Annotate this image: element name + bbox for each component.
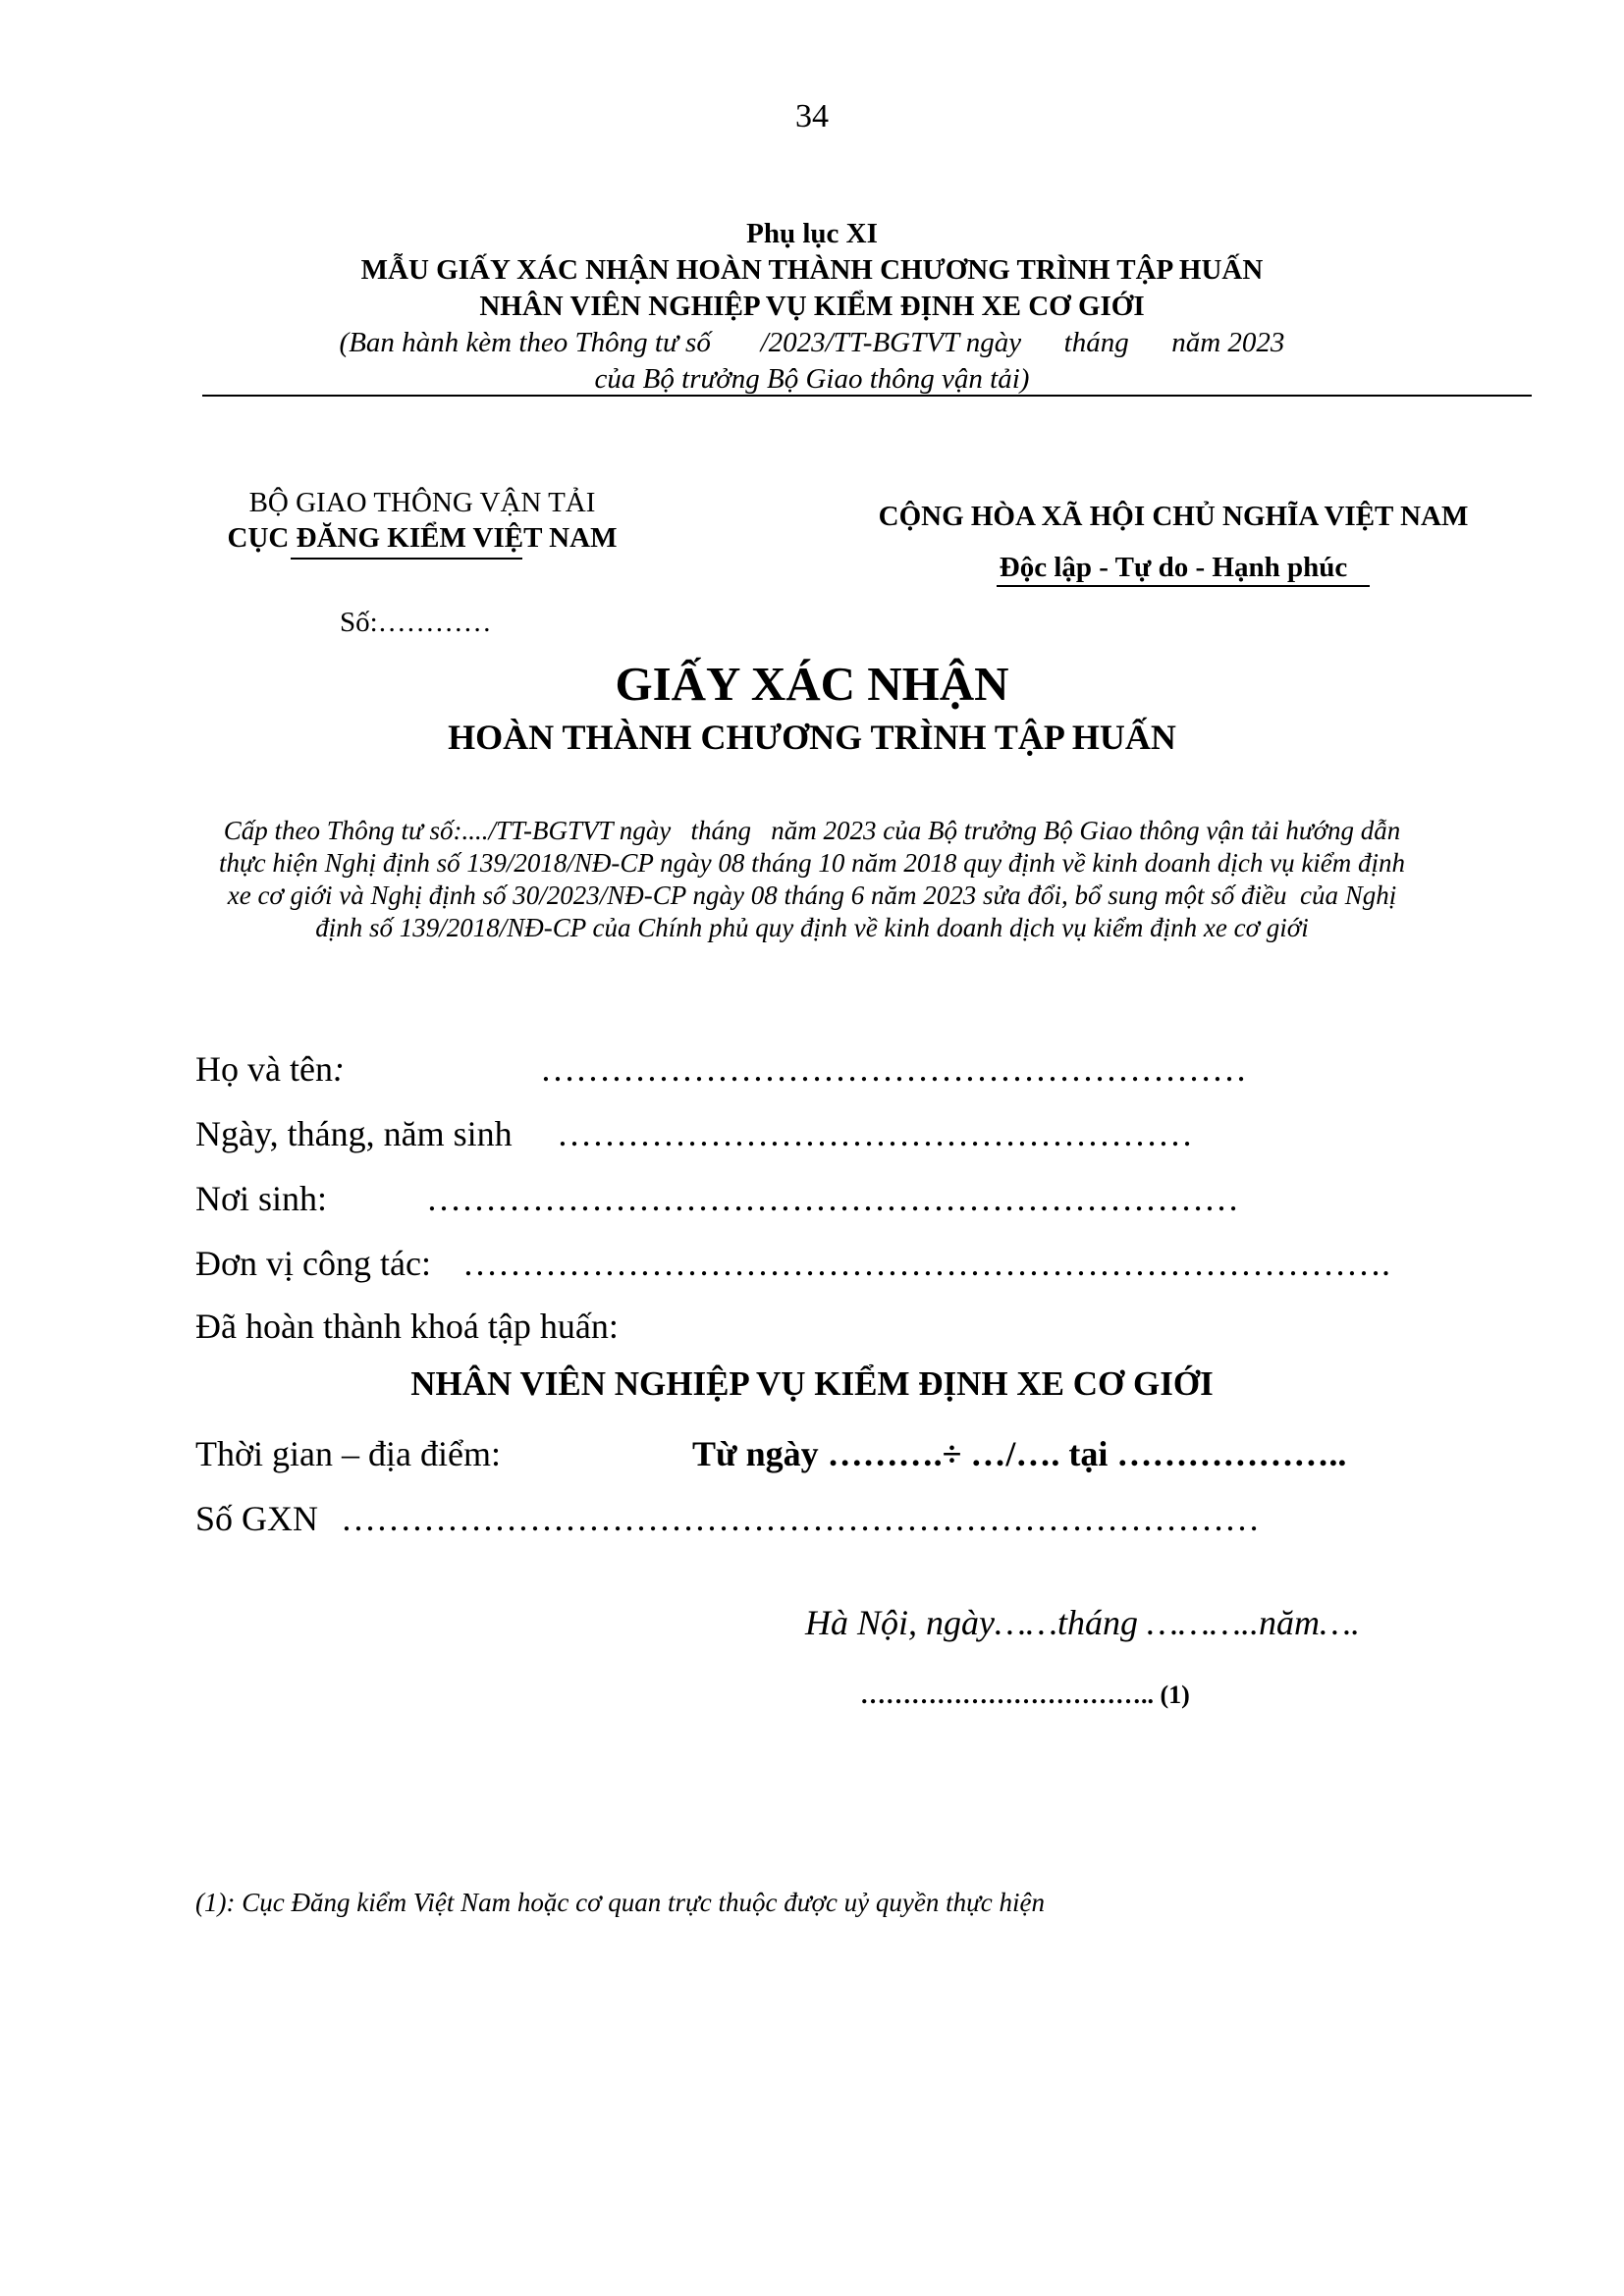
header-divider bbox=[202, 395, 1532, 397]
motto-underline bbox=[997, 585, 1370, 587]
field-completed bbox=[195, 1306, 619, 1347]
cert-number-dots: …………………………………………………………………… bbox=[341, 1499, 1260, 1538]
issuer-underline bbox=[291, 558, 522, 560]
full-name-label: Họ và tên bbox=[195, 1049, 333, 1089]
appendix-title-line1: MẪU GIẤY XÁC NHẬN HOÀN THÀNH CHƯƠNG TRÌNH TẬP HUẤN bbox=[360, 254, 1264, 286]
issuer-ministry: BỘ GIAO THÔNG VẬN TẢI bbox=[248, 487, 596, 518]
footnote: (1): Cục Đăng kiểm Việt Nam hoặc cơ quan trực thuộc được uỷ quyền thực hiện bbox=[195, 1888, 1046, 1917]
field-time-place bbox=[195, 1433, 1347, 1474]
signer-line bbox=[860, 1681, 1190, 1710]
nation-name: CỘNG HÒA XÃ HỘI CHỦ NGHĨA VIỆT NAM bbox=[878, 501, 1469, 532]
issued-line2: thực hiện Nghị định số 139/2018/NĐ-CP ngày 08 tháng 10 năm 2018 quy định về kinh doanh dịch vụ kiểm định bbox=[218, 848, 1406, 878]
time-place-label: Thời gian – địa điểm: bbox=[195, 1434, 501, 1473]
dob-label: Ngày, tháng, năm sinh bbox=[195, 1114, 513, 1153]
nation-block bbox=[844, 491, 1502, 593]
field-date-of-birth bbox=[195, 1113, 1193, 1154]
appendix-label: Phụ lục XI bbox=[746, 218, 878, 249]
appendix-note-line2: của Bộ trưởng Bộ Giao thông vận tải) bbox=[594, 363, 1030, 395]
issuer-department: CỤC ĐĂNG KIỂM VIỆT NAM bbox=[227, 522, 618, 554]
workplace-dots: ……………………………………………………………………. bbox=[462, 1244, 1390, 1283]
full-name-dots: …………………………………………………… bbox=[540, 1049, 1247, 1089]
completed-label: Đã hoàn thành khoá tập huấn: bbox=[195, 1307, 619, 1346]
signer-dots: …………………………….. bbox=[860, 1681, 1154, 1709]
field-cert-number bbox=[195, 1498, 1260, 1539]
issued-basis bbox=[0, 815, 1624, 944]
appendix-header bbox=[0, 216, 1624, 398]
document-title: GIẤY XÁC NHẬN bbox=[615, 657, 1009, 711]
dob-dots: ……………………………………………… bbox=[557, 1114, 1193, 1153]
document-number: Số:………… bbox=[340, 607, 492, 638]
birthplace-label: Nơi sinh: bbox=[195, 1179, 328, 1218]
course-name: NHÂN VIÊN NGHIỆP VỤ KIỂM ĐỊNH XE CƠ GIỚI bbox=[410, 1364, 1214, 1403]
issued-line4: định số 139/2018/NĐ-CP của Chính phủ quy định về kinh doanh dịch vụ kiểm định xe cơ giới bbox=[315, 913, 1309, 942]
appendix-note-line1: (Ban hành kèm theo Thông tư số /2023/TT-BGTVT ngày tháng năm 2023 bbox=[339, 327, 1285, 358]
birthplace-dots: …………………………………………………………… bbox=[426, 1179, 1239, 1218]
nation-motto: Độc lập - Tự do - Hạnh phúc bbox=[999, 552, 1348, 583]
signer-ref: (1) bbox=[1160, 1681, 1190, 1709]
document-subtitle: HOÀN THÀNH CHƯƠNG TRÌNH TẬP HUẤN bbox=[448, 718, 1176, 757]
cert-number-label: Số GXN bbox=[195, 1499, 319, 1538]
page-number: 34 bbox=[795, 98, 829, 134]
appendix-title-line2: NHÂN VIÊN NGHIỆP VỤ KIỂM ĐỊNH XE CƠ GIỚI bbox=[479, 291, 1145, 322]
full-name-colon: : bbox=[332, 1049, 345, 1089]
issuer-block bbox=[187, 485, 658, 556]
time-place-value: Từ ngày ……….÷ …/…. tại ……………….. bbox=[692, 1434, 1347, 1473]
field-full-name bbox=[195, 1048, 1247, 1090]
field-birthplace bbox=[195, 1178, 1239, 1219]
workplace-label: Đơn vị công tác: bbox=[195, 1244, 431, 1283]
issued-line3: xe cơ giới và Nghị định số 30/2023/NĐ-CP ngày 08 tháng 6 năm 2023 sửa đổi, bổ sung một số điều của Nghị bbox=[227, 881, 1397, 910]
field-workplace bbox=[195, 1243, 1390, 1284]
issued-line1: Cấp theo Thông tư số:..../TT-BGTVT ngày tháng năm 2023 của Bộ trưởng Bộ Giao thông vận tải hướng dẫn bbox=[223, 816, 1401, 845]
place-date: Hà Nội, ngày……tháng ………..năm…. bbox=[805, 1603, 1361, 1642]
